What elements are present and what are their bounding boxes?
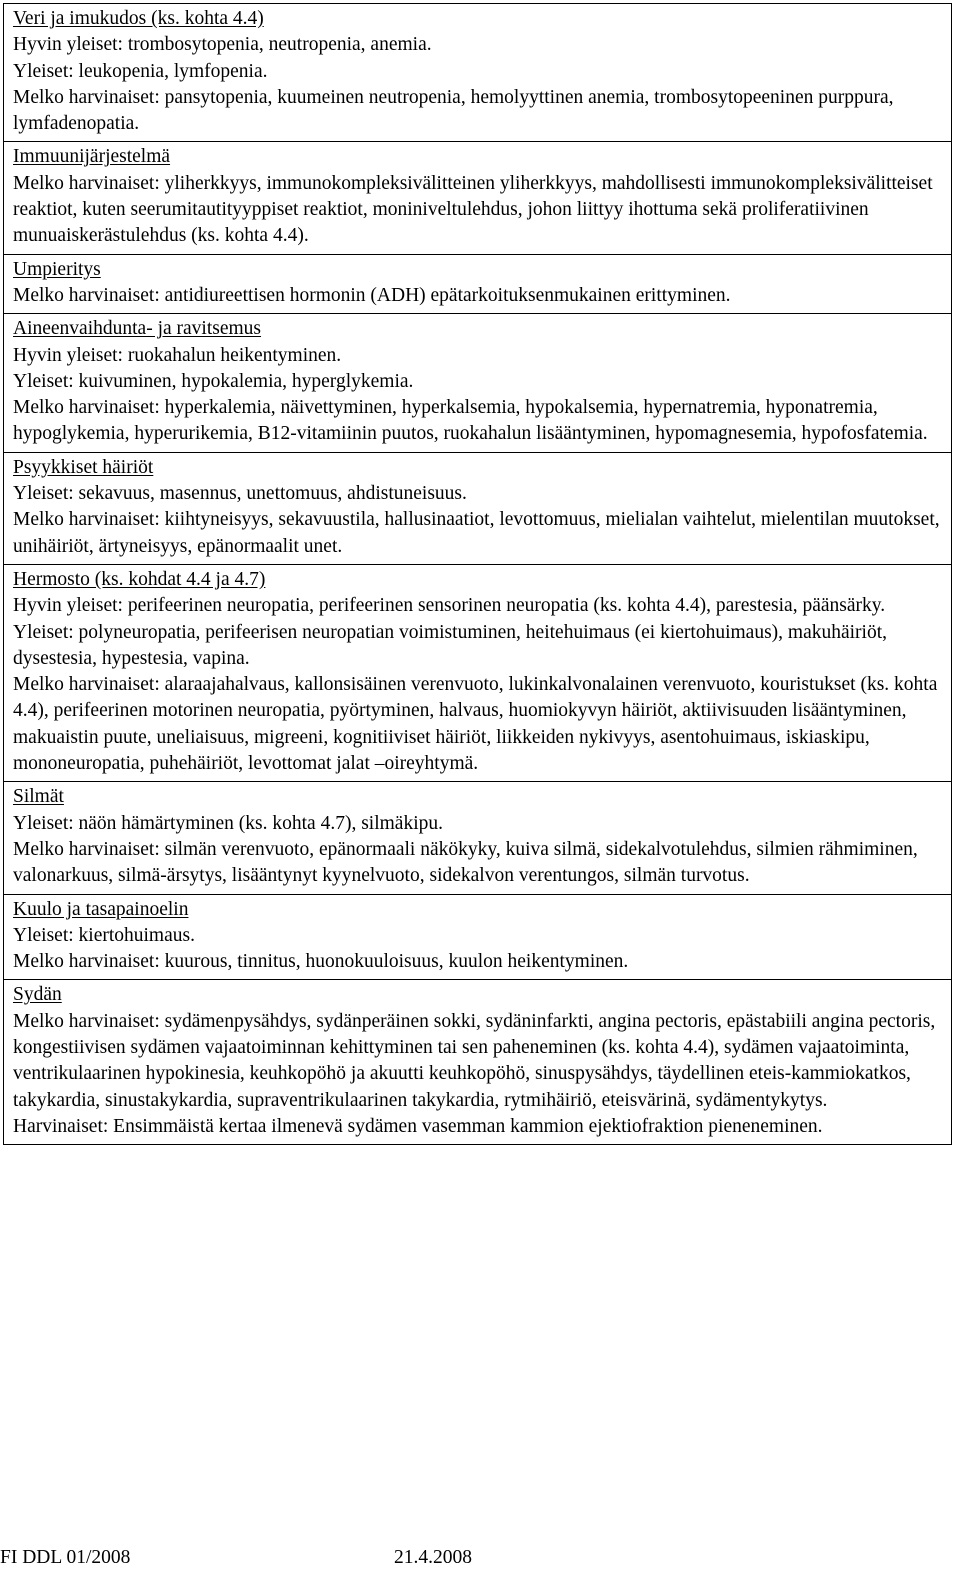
- section-heading: Psyykkiset häiriöt: [13, 456, 154, 478]
- section-nervous-system: [4, 565, 951, 782]
- section-eyes: [4, 782, 951, 894]
- section-line: Melko harvinaiset: sydämenpysähdys, sydänperäinen sokki, sydäninfarkti, angina pectoris, epästabiili angina pectoris, kongestiivisen sydämen vajaatoiminnan kehittyminen tai sen paheneminen (ks. kohta 4.4), sydämen vajaatoiminta, ventrikulaarinen hypokinesia, keuhkopöhö ja akuutti keuhkopöhö, sinuspysähdys, täydellinen eteis-kammiokatkos, takykardia, sinustakykardia, supraventrikulaarinen takykardia, rytmihäiriö, eteisvärinä, sydämentykytys.: [13, 1010, 936, 1111]
- section-line: Harvinaiset: Ensimmäistä kertaa ilmenevä sydämen vasemman kammion ejektiofraktion pieneneminen.: [13, 1115, 823, 1137]
- section-heading: Aineenvaihdunta- ja ravitsemus: [13, 318, 262, 340]
- section-line: Melko harvinaiset: hyperkalemia, näivettyminen, hyperkalsemia, hypokalsemia, hypernatremia, hyponatremia, hypoglykemia, hyperurikemia, B12-vitamiinin puutos, ruokahalun lisääntyminen, hypomagnesemia, hypofosfatemia.: [13, 397, 928, 445]
- section-line: Hyvin yleiset: perifeerinen neuropatia, perifeerinen sensorinen neuropatia (ks. kohta 4.4), parestesia, päänsärky.: [13, 595, 886, 617]
- section-line: Melko harvinaiset: yliherkkyys, immunokompleksivälitteinen yliherkkyys, mahdollisesti immunokompleksivälitteiset reaktiot, kuten seerumitautityyppiset reaktiot, moniniveltulehdus, johon liittyy ihottuma sekä proliferatiivinen munuaiskerästulehdus (ks. kohta 4.4).: [13, 172, 933, 247]
- section-heading: Immuunijärjestelmä: [13, 146, 171, 168]
- section-line: Yleiset: kiertohuimaus.: [13, 924, 195, 946]
- section-line: Yleiset: näön hämärtyminen (ks. kohta 4.7), silmäkipu.: [13, 812, 443, 834]
- section-heading: Umpieritys: [13, 258, 101, 280]
- section-psychiatric: [4, 453, 951, 565]
- section-metabolism: [4, 314, 951, 452]
- section-line: Melko harvinaiset: antidiureettisen hormonin (ADH) epätarkoituksenmukainen erittyminen.: [13, 284, 731, 306]
- section-blood: [4, 4, 951, 142]
- section-line: Melko harvinaiset: alaraajahalvaus, kallonsisäinen verenvuoto, lukinkalvonalainen verenvuoto, kouristukset (ks. kohta 4.4), perifeerinen motorinen neuropatia, pyörtyminen, halvaus, huomiokyvyn häiriöt, aktiivisuuden lisääntyminen, makuaistin puute, uneliaisuus, migreeni, kognitiiviset häiriöt, liikkeiden nykivyys, asentohuimaus, iskiaskipu, mononeuropatia, puhehäiriöt, levottomat jalat –oireyhtymä.: [13, 674, 938, 775]
- section-heading: Hermosto (ks. kohdat 4.4 ja 4.7): [13, 568, 266, 590]
- section-heading: Kuulo ja tasapainoelin: [13, 898, 189, 920]
- section-heading: Sydän: [13, 984, 62, 1006]
- section-heart: [4, 980, 951, 1144]
- section-line: Melko harvinaiset: silmän verenvuoto, epänormaali näkökyky, kuiva silmä, sidekalvotulehdus, silmien rähmiminen, valonarkuus, silmä-ärsytys, lisääntynyt kyynelvuoto, sidekalvon verentungos, silmän turvotus.: [13, 838, 918, 887]
- footer-doc-code: FI DDL 01/2008: [0, 1547, 131, 1568]
- section-line: Yleiset: sekavuus, masennus, unettomuus, ahdistuneisuus.: [13, 483, 467, 505]
- section-line: Yleiset: leukopenia, lymfopenia.: [13, 60, 268, 82]
- section-line: Hyvin yleiset: trombosytopenia, neutropenia, anemia.: [13, 34, 432, 56]
- section-line: Melko harvinaiset: kiihtyneisyys, sekavuustila, hallusinaatiot, levottomuus, mielialan vaihtelut, mielentilan muutokset, unihäiriöt, ärtyneisyys, epänormaalit unet.: [13, 509, 940, 557]
- section-heading: Veri ja imukudos (ks. kohta 4.4): [13, 8, 264, 29]
- footer-date: 21.4.2008: [394, 1547, 472, 1568]
- section-ear: [4, 895, 951, 981]
- adverse-effects-table: [3, 3, 952, 1145]
- section-heading: Silmät: [13, 786, 64, 808]
- section-endocrine: [4, 255, 951, 315]
- section-line: Melko harvinaiset: kuurous, tinnitus, huonokuuloisuus, kuulon heikentyminen.: [13, 951, 629, 973]
- section-line: Yleiset: kuivuminen, hypokalemia, hyperglykemia.: [13, 370, 414, 392]
- section-immune: [4, 142, 951, 254]
- section-line: Yleiset: polyneuropatia, perifeerisen neuropatian voimistuminen, heitehuimaus (ei kiertohuimaus), makuhäiriöt, dysestesia, hypestesia, vapina.: [13, 621, 888, 669]
- section-line: Hyvin yleiset: ruokahalun heikentyminen.: [13, 344, 342, 366]
- section-line: Melko harvinaiset: pansytopenia, kuumeinen neutropenia, hemolyyttinen anemia, trombosytopeeninen purppura, lymfadenopatia.: [13, 86, 894, 135]
